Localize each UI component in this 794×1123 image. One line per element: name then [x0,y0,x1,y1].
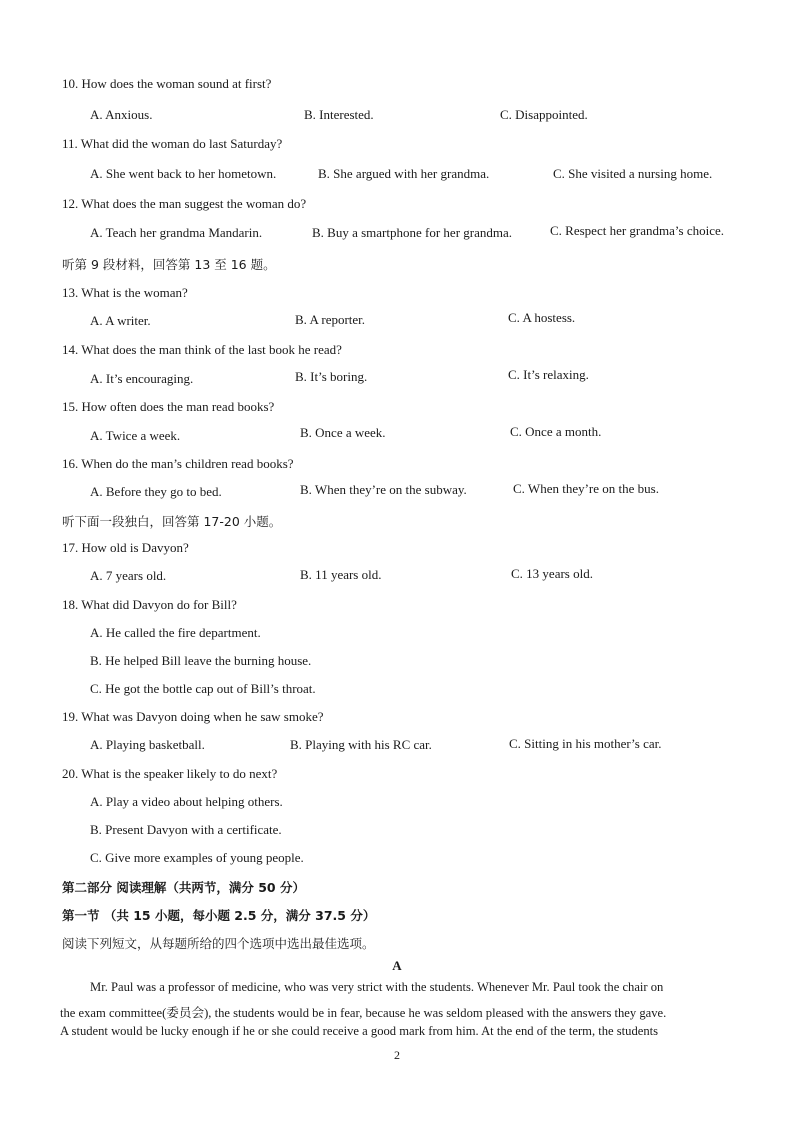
question-19-option-a: A. Playing basketball. [90,737,205,752]
question-15-option-b: B. Once a week. [300,425,386,440]
question-15-option-a: A. Twice a week. [90,428,181,443]
monologue-instruction: 听下面一段独白，回答第 17-20 小题。 [62,514,282,529]
question-13-option-c: C. A hostess. [508,310,576,325]
question-10-option-b: B. Interested. [304,107,374,122]
question-16-stem: 16. When do the man’s children read books? [62,456,294,471]
question-16-option-b: B. When they’re on the subway. [300,482,467,497]
section-9-instruction: 听第 9 段材料，回答第 13 至 16 题。 [62,257,276,272]
passage-title: A [392,958,402,973]
question-11-stem: 11. What did the woman do last Saturday? [62,136,283,151]
question-15-option-c: C. Once a month. [510,424,602,439]
question-20-option-c: C. Give more examples of young people. [90,850,304,865]
question-10-option-a: A. Anxious. [90,107,153,122]
question-19-option-c: C. Sitting in his mother’s car. [509,736,662,751]
question-20-option-b: B. Present Davyon with a certificate. [90,822,282,837]
question-19-stem: 19. What was Davyon doing when he saw smoke? [62,709,324,724]
question-14-option-c: C. It’s relaxing. [508,367,589,382]
question-16-option-a: A. Before they go to bed. [90,484,222,499]
question-18-option-a: A. He called the fire department. [90,625,261,640]
question-11-option-c: C. She visited a nursing home. [553,166,713,181]
question-17-stem: 17. How old is Davyon? [62,540,189,555]
question-17-option-c: C. 13 years old. [511,566,593,581]
section-1-heading: 第一节 （共 15 小题，每小题 2.5 分，满分 37.5 分） [62,908,376,923]
question-18-option-c: C. He got the bottle cap out of Bill’s throat. [90,681,316,696]
question-12-option-c: C. Respect her grandma’s choice. [550,223,724,238]
question-20-stem: 20. What is the speaker likely to do next? [62,766,278,781]
question-18-stem: 18. What did Davyon do for Bill? [62,597,237,612]
question-16-option-c: C. When they’re on the bus. [513,481,659,496]
question-12-option-b: B. Buy a smartphone for her grandma. [312,225,513,240]
question-10-option-c: C. Disappointed. [500,107,588,122]
reading-directions: 阅读下列短文，从每题所给的四个选项中选出最佳选项。 [62,936,375,951]
question-19-option-b: B. Playing with his RC car. [290,737,432,752]
question-20-option-a: A. Play a video about helping others. [90,794,283,809]
question-18-option-b: B. He helped Bill leave the burning house. [90,653,312,668]
page-number: 2 [394,1048,400,1062]
question-10-stem: 10. How does the woman sound at first? [62,76,272,91]
question-15-stem: 15. How often does the man read books? [62,399,275,414]
question-14-option-b: B. It’s boring. [295,369,368,384]
question-11-option-b: B. She argued with her grandma. [318,166,490,181]
part-2-heading: 第二部分 阅读理解（共两节，满分 50 分） [62,880,305,895]
question-17-option-b: B. 11 years old. [300,567,382,582]
question-13-option-a: A. A writer. [90,313,151,328]
question-12-option-a: A. Teach her grandma Mandarin. [90,225,263,240]
passage-line-3: A student would be lucky enough if he or she could receive a good mark from him. At the end of the term, the students [60,1024,659,1038]
question-13-stem: 13. What is the woman? [62,285,188,300]
question-14-stem: 14. What does the man think of the last book he read? [62,342,342,357]
question-13-option-b: B. A reporter. [295,312,366,327]
question-17-option-a: A. 7 years old. [90,568,167,583]
passage-line-1: Mr. Paul was a professor of medicine, who was very strict with the students. Whenever Mr. Paul took the chair on [90,980,664,994]
question-11-option-a: A. She went back to her hometown. [90,166,277,181]
question-14-option-a: A. It’s encouraging. [90,371,194,386]
passage-line-2: the exam committee(委员会), the students would be in fear, because he was seldom pleased with the answers they gave. [60,1006,667,1020]
question-12-stem: 12. What does the man suggest the woman do? [62,196,307,211]
